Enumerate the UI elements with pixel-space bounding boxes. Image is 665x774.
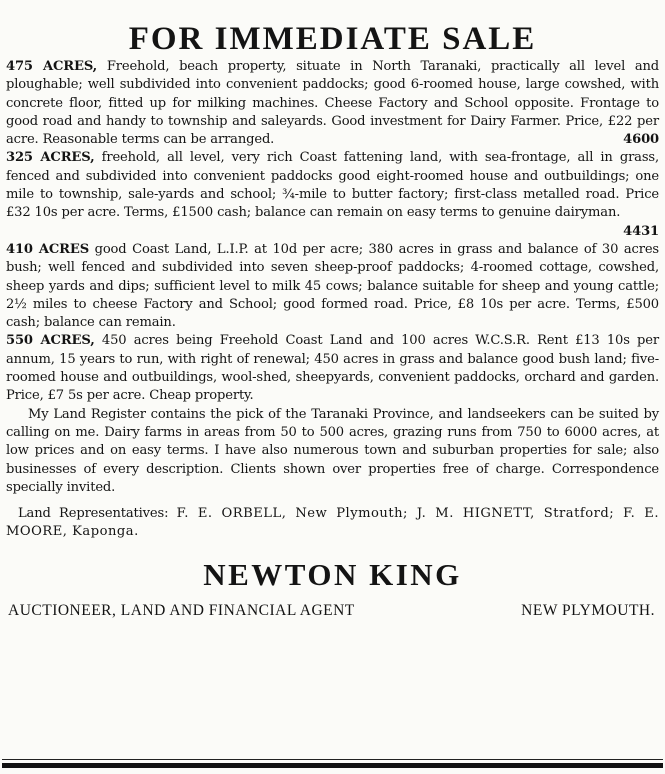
listing-550-acres [6, 332, 659, 405]
representatives-names: F. E. ORBELL, New Plymouth; J. M. HIGNETT, Stratford; F. E. MOORE, Kaponga. [6, 506, 660, 540]
footer-location: NEW PLYMOUTH. [521, 601, 655, 619]
listing-text: 450 acres being Freehold Coast Land and 100 acres W.C.S.R. Rent £13 10s per annum, 15 years to run, with right of renewal; 450 acres in grass and balance good bush land; five-roomed house and outbuildings, wool-shed, sheepyards, convenient paddocks, orchard and garden. Price, £7 5s per acre. Cheap property. [6, 333, 660, 404]
listing-acres: 325 ACRES, [6, 150, 95, 166]
listings [6, 58, 659, 542]
listing-acres: 475 ACRES, [6, 59, 98, 74]
listing-acres: 550 ACRES, [6, 333, 95, 349]
listing-325-acres [6, 149, 659, 240]
register-note: My Land Register contains the pick of the Taranaki Province, and landseekers can be suited by calling on me. Dairy farms in areas from 50 to 500 acres, grazing runs from 750 to 6000 acres, at low prices and on easy terms. I have also numerous town and suburban properties for sale; also businesses of every description. Clients shown over properties free of charge. Correspondence specially invited. [6, 406, 659, 495]
representatives-label: Land Representatives: [18, 506, 169, 522]
listing-text: Freehold, beach property, situate in North Taranaki, practically all level and ploughable; well subdivided into convenient paddocks; good 6-roomed house, large cowshed, with concrete floor, fitted up for milking machines. Cheese Factory and School opposite. Frontage to good road and handy to township and saleyards. Good investment for Dairy Farmer. Price, £22 per acre. Reasonable terms can be arranged. [6, 59, 660, 148]
listing-text: freehold, all level, very rich Coast fattening land, with sea-frontage, all in grass, fenced and subdivided into convenient paddocks good eight-roomed house and outbuildings; one mile to township, sale-yards and school; ¾-mile to butter factory; first-class metalled road. Price £32 10s per acre. Terms, £1500 cash; balance can remain on easy terms to genuine dairyman. [6, 150, 659, 221]
listing-ref: 4431 [623, 223, 659, 239]
listing-text: good Coast Land, L.I.P. at 10d per acre; 380 acres in grass and balance of 30 acres bush; well fenced and subdivided into seven sheep-proof paddocks; 4-roomed cottage, cowshed, sheep yards and dips; sufficient level to milk 45 cows; balance suitable for sheep and young cattle; 2½ miles to cheese Factory and School; good formed road. Price, £8 10s per acre. Terms, £500 cash; balance can remain. [6, 241, 659, 331]
advertisement [0, 20, 665, 774]
footer-title: AUCTIONEER, LAND AND FINANCIAL AGENT [8, 601, 355, 619]
listing-475-acres [6, 58, 659, 149]
listing-410-acres [6, 241, 659, 332]
firm-name: NEWTON KING [203, 556, 462, 592]
listing-acres: 410 ACRES [6, 241, 90, 257]
headline: FOR IMMEDIATE SALE [128, 21, 537, 57]
footer [8, 602, 655, 620]
representatives [6, 505, 659, 542]
divider-thick [2, 763, 663, 768]
listing-ref: 4600 [623, 132, 659, 148]
divider-thin [2, 759, 663, 760]
